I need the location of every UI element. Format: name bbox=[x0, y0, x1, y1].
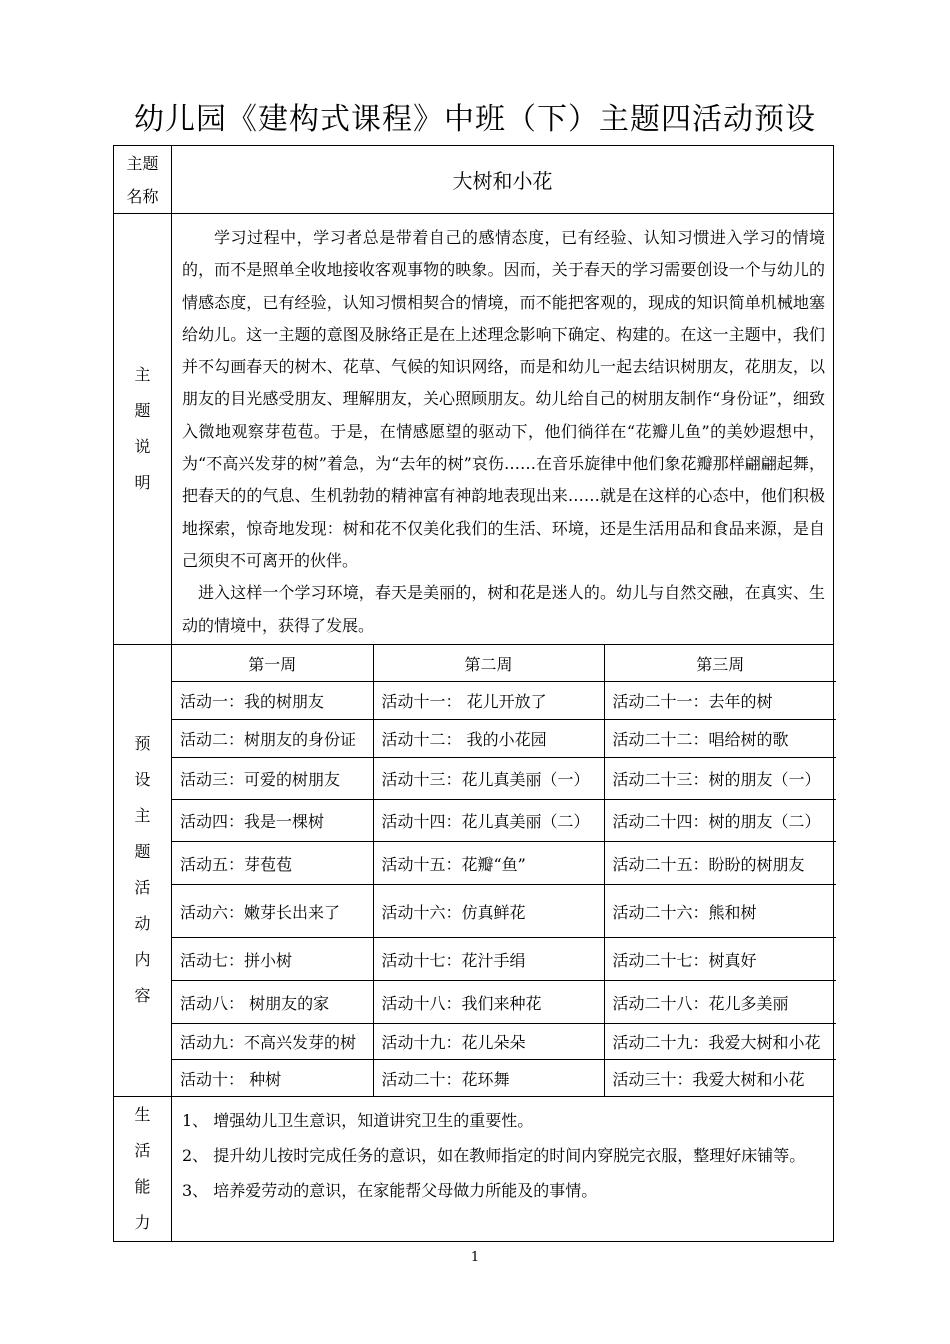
activity-cell: 活动二十五：盼盼的树朋友 bbox=[604, 842, 836, 885]
activity-cell: 活动三：可爱的树朋友 bbox=[172, 758, 373, 800]
activity-cell: 活动九：不高兴发芽的树 bbox=[172, 1024, 373, 1060]
activity-cell: 活动六：嫩芽长出来了 bbox=[172, 885, 373, 938]
activity-cell: 活动十七：花汁手绢 bbox=[373, 938, 604, 981]
activity-cell: 活动二十七：树真好 bbox=[604, 938, 836, 981]
activity-row bbox=[172, 682, 836, 720]
activity-cell: 活动二十三：树的朋友（一） bbox=[604, 758, 836, 800]
activity-cell: 活动十九：花儿朵朵 bbox=[373, 1024, 604, 1060]
activity-cell: 活动十六：仿真鲜花 bbox=[373, 885, 604, 938]
activity-cell: 活动三十：我爱大树和小花 bbox=[604, 1060, 836, 1096]
theme-name-label: 主题 名称 bbox=[114, 146, 172, 214]
activity-row bbox=[172, 800, 836, 842]
page-number: 1 bbox=[470, 1250, 480, 1265]
description-label: 主 题 说 明 bbox=[114, 214, 172, 645]
activity-cell: 活动五：芽苞苞 bbox=[172, 842, 373, 885]
activities-cell bbox=[172, 644, 834, 1096]
activity-cell: 活动十： 种树 bbox=[172, 1060, 373, 1096]
activity-cell: 活动一：我的树朋友 bbox=[172, 682, 373, 720]
activity-cell: 活动七：拼小树 bbox=[172, 938, 373, 981]
life-skills bbox=[172, 1096, 834, 1241]
description-paragraph: 进入这样一个学习环境，春天是美丽的，树和花是迷人的。幼儿与自然交融，在真实、生动的情境中，获得了发展。 bbox=[182, 583, 825, 635]
plan-table bbox=[113, 145, 834, 1242]
life-skill-item: 3、 培养爱劳动的意识，在家能帮父母做力所能及的事情。 bbox=[182, 1180, 598, 1200]
activity-cell: 活动二十一：去年的树 bbox=[604, 682, 836, 720]
activity-cell: 活动二十四：树的朋友（二） bbox=[604, 800, 836, 842]
activity-cell: 活动八： 树朋友的家 bbox=[172, 981, 373, 1024]
week-header: 第一周 bbox=[172, 645, 373, 682]
activity-row bbox=[172, 981, 836, 1024]
activity-cell: 活动二十二：唱给树的歌 bbox=[604, 720, 836, 758]
activity-cell: 活动十四：花儿真美丽（二） bbox=[373, 800, 604, 842]
week-header: 第二周 bbox=[373, 645, 604, 682]
theme-name-value: 大树和小花 bbox=[172, 146, 834, 214]
activity-row bbox=[172, 938, 836, 981]
activity-cell: 活动四：我是一棵树 bbox=[172, 800, 373, 842]
life-skills-label: 生 活 能 力 bbox=[114, 1096, 172, 1241]
activity-row bbox=[172, 1060, 836, 1096]
activity-cell: 活动二：树朋友的身份证 bbox=[172, 720, 373, 758]
life-skill-item: 2、 提升幼儿按时完成任务的意识，如在教师指定的时间内穿脱完衣服，整理好床铺等。 bbox=[182, 1145, 806, 1165]
activity-row bbox=[172, 1024, 836, 1060]
activity-row bbox=[172, 842, 836, 885]
activities-label: 预 设 主 题 活 动 内 容 bbox=[114, 644, 172, 1096]
activity-cell: 活动十八：我们来种花 bbox=[373, 981, 604, 1024]
activity-cell: 活动十二： 我的小花园 bbox=[373, 720, 604, 758]
life-skill-item: 1、 增强幼儿卫生意识，知道讲究卫生的重要性。 bbox=[182, 1110, 534, 1130]
document-title: 幼儿园《建构式课程》中班（下）主题四活动预设 bbox=[134, 102, 816, 137]
activity-row bbox=[172, 720, 836, 758]
activity-cell: 活动二十九：我爱大树和小花 bbox=[604, 1024, 836, 1060]
description-paragraph: 学习过程中，学习者总是带着自己的感情态度，已有经验、认知习惯进入学习的情境的，而不是照单全收地接收客观事物的映象。因而，关于春天的学习需要创设一个与幼儿的情感态度，已有经验，认知习惯相契合的情境，而不能把客观的，现成的知识简单机械地塞给幼儿。这一主题的意图及脉络正是在上述理念影响下确定、构建的。在这一主题中，我们并不勾画春天的树木、花草、气候的知识网络，而是和幼儿一起去结识树朋友，花朋友，以朋友的目光感受朋友、理解朋友，关心照顾朋友。幼儿给自己的树朋友制作“身份证”，细致入微地观察芽苞苞。于是，在情感愿望的驱动下，他们徜徉在“花瓣儿鱼”的美妙遐想中，为“不高兴发芽的树”着急，为“去年的树”哀伤……在音乐旋律中他们象花瓣那样翩翩起舞，把春天的的气息、生机勃勃的精神富有神韵地表现出来……就是在这样的心态中，他们积极地探索，惊奇地发现：树和花不仅美化我们的生活、环境，还是生活用品和食品来源，是自己须臾不可离开的伙伴。 bbox=[182, 228, 825, 570]
week-header: 第三周 bbox=[604, 645, 836, 682]
theme-description bbox=[172, 214, 834, 645]
activity-row bbox=[172, 758, 836, 800]
activities-table bbox=[172, 645, 836, 1096]
activity-cell: 活动十一： 花儿开放了 bbox=[373, 682, 604, 720]
activity-cell: 活动十三：花儿真美丽（一） bbox=[373, 758, 604, 800]
activity-cell: 活动二十八：花儿多美丽 bbox=[604, 981, 836, 1024]
activity-row bbox=[172, 885, 836, 938]
week-header-row bbox=[172, 645, 836, 682]
activity-cell: 活动二十六：熊和树 bbox=[604, 885, 836, 938]
activity-cell: 活动十五：花瓣“鱼” bbox=[373, 842, 604, 885]
activity-cell: 活动二十：花环舞 bbox=[373, 1060, 604, 1096]
